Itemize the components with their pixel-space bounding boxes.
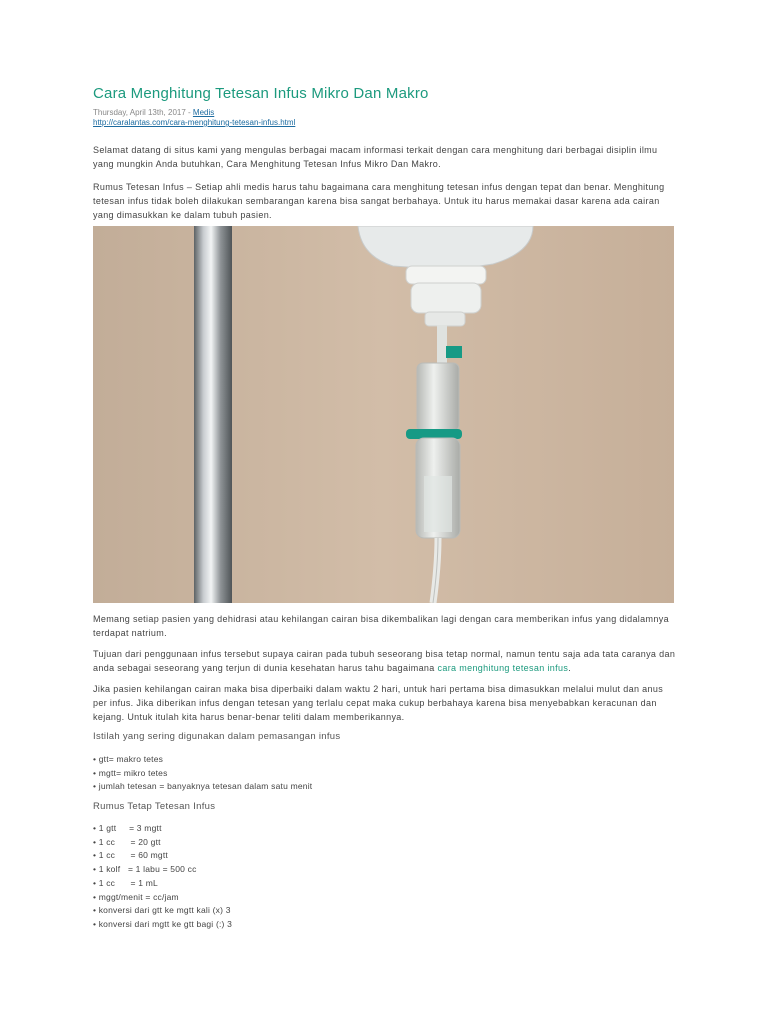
tujuan-text-end: . [568,663,572,673]
article-date: Thursday, April 13th, 2017 - [93,108,191,117]
pasien-paragraph: Jika pasien kehilangan cairan maka bisa diperbaiki dalam waktu 2 hari, untuk hari pertama bisa dimasukkan melalui mulut dan anus per infus. Jika diberikan infus dengan tetesan yang terlalu cepat maka cukup berbahaya karena bisa menyebabkan keracunan dan kejang. Untuk itulah kita harus benar-benar teliti dalam memberikannya. [93,684,664,722]
article-meta [93,108,677,118]
list-item: • mggt/menit = cc/jam [93,891,179,902]
list-item: • 1 gtt = 3 mgtt [93,823,162,833]
list-item: • gtt= makro tetes [93,754,164,764]
formula-list [93,822,232,932]
tujuan-text: Tujuan dari penggunaan infus tersebut supaya cairan pada tubuh seseorang bisa tetap normal, namun tentu saja ada tata caranya dan anda sebagai seseorang yang terjun di dunia kesehatan harus tahu bagaimana [93,649,676,673]
tujuan-paragraph [93,647,677,675]
article [93,85,677,929]
list-item: • 1 cc = 20 gtt [93,836,161,847]
article-url-link[interactable]: http://caralantas.com/cara-menghitung-tetesan-infus.html [93,118,296,127]
list-item: • konversi dari mgtt ke gtt bagi (:) 3 [93,918,233,929]
list-item: • 1 cc = 60 mgtt [93,850,168,861]
list-item: • konversi dari gtt ke mgtt kali (x) 3 [93,905,231,916]
intro-paragraph: Selamat datang di situs kami yang mengulas berbagai macam informasi terkait dengan cara menghitung dari berbagai disiplin ilmu yang mungkin Anda butuhkan, Cara Menghitung Tetesan Infus Mikro Dan Makro. [93,145,658,169]
iv-pole [194,226,232,603]
cara-menghitung-link[interactable]: cara menghitung tetesan infus [437,663,569,673]
list-item: • mgtt= mikro tetes [93,767,168,778]
terms-list [93,753,312,794]
list-item: • 1 kolf = 1 labu = 500 cc [93,864,197,875]
rumus-heading: Rumus Tetap Tetesan Infus [93,801,216,812]
article-title: Cara Menghitung Tetesan Infus Mikro Dan Makro [93,85,429,102]
iv-drip-illustration [93,226,674,603]
dehidrasi-paragraph: Memang setiap pasien yang dehidrasi atau kehilangan cairan bisa dikembalikan lagi dengan cara memberikan infus yang didalamnya terdapat natrium. [93,614,669,638]
article-url-line [93,118,677,128]
list-item: • 1 cc = 1 mL [93,877,158,888]
drip-chamber [417,363,459,431]
category-link[interactable]: Medis [192,108,215,117]
list-item: • jumlah tetesan = banyaknya tetesan dalam satu menit [93,781,313,792]
rumus-paragraph: Rumus Tetesan Infus – Setiap ahli medis harus tahu bagaimana cara menghitung tetesan infus dengan tepat dan benar. Menghitung tetesan infus tidak boleh dilakukan sembarangan karena bisa sangat berbahaya. Untuk itu harus memakai dasar karena ada cairan yang dimasukkan ke dalam tubuh pasien. [93,182,665,220]
iv-drip-photo [93,226,674,603]
istilah-heading: Istilah yang sering digunakan dalam pemasangan infus [93,731,341,742]
